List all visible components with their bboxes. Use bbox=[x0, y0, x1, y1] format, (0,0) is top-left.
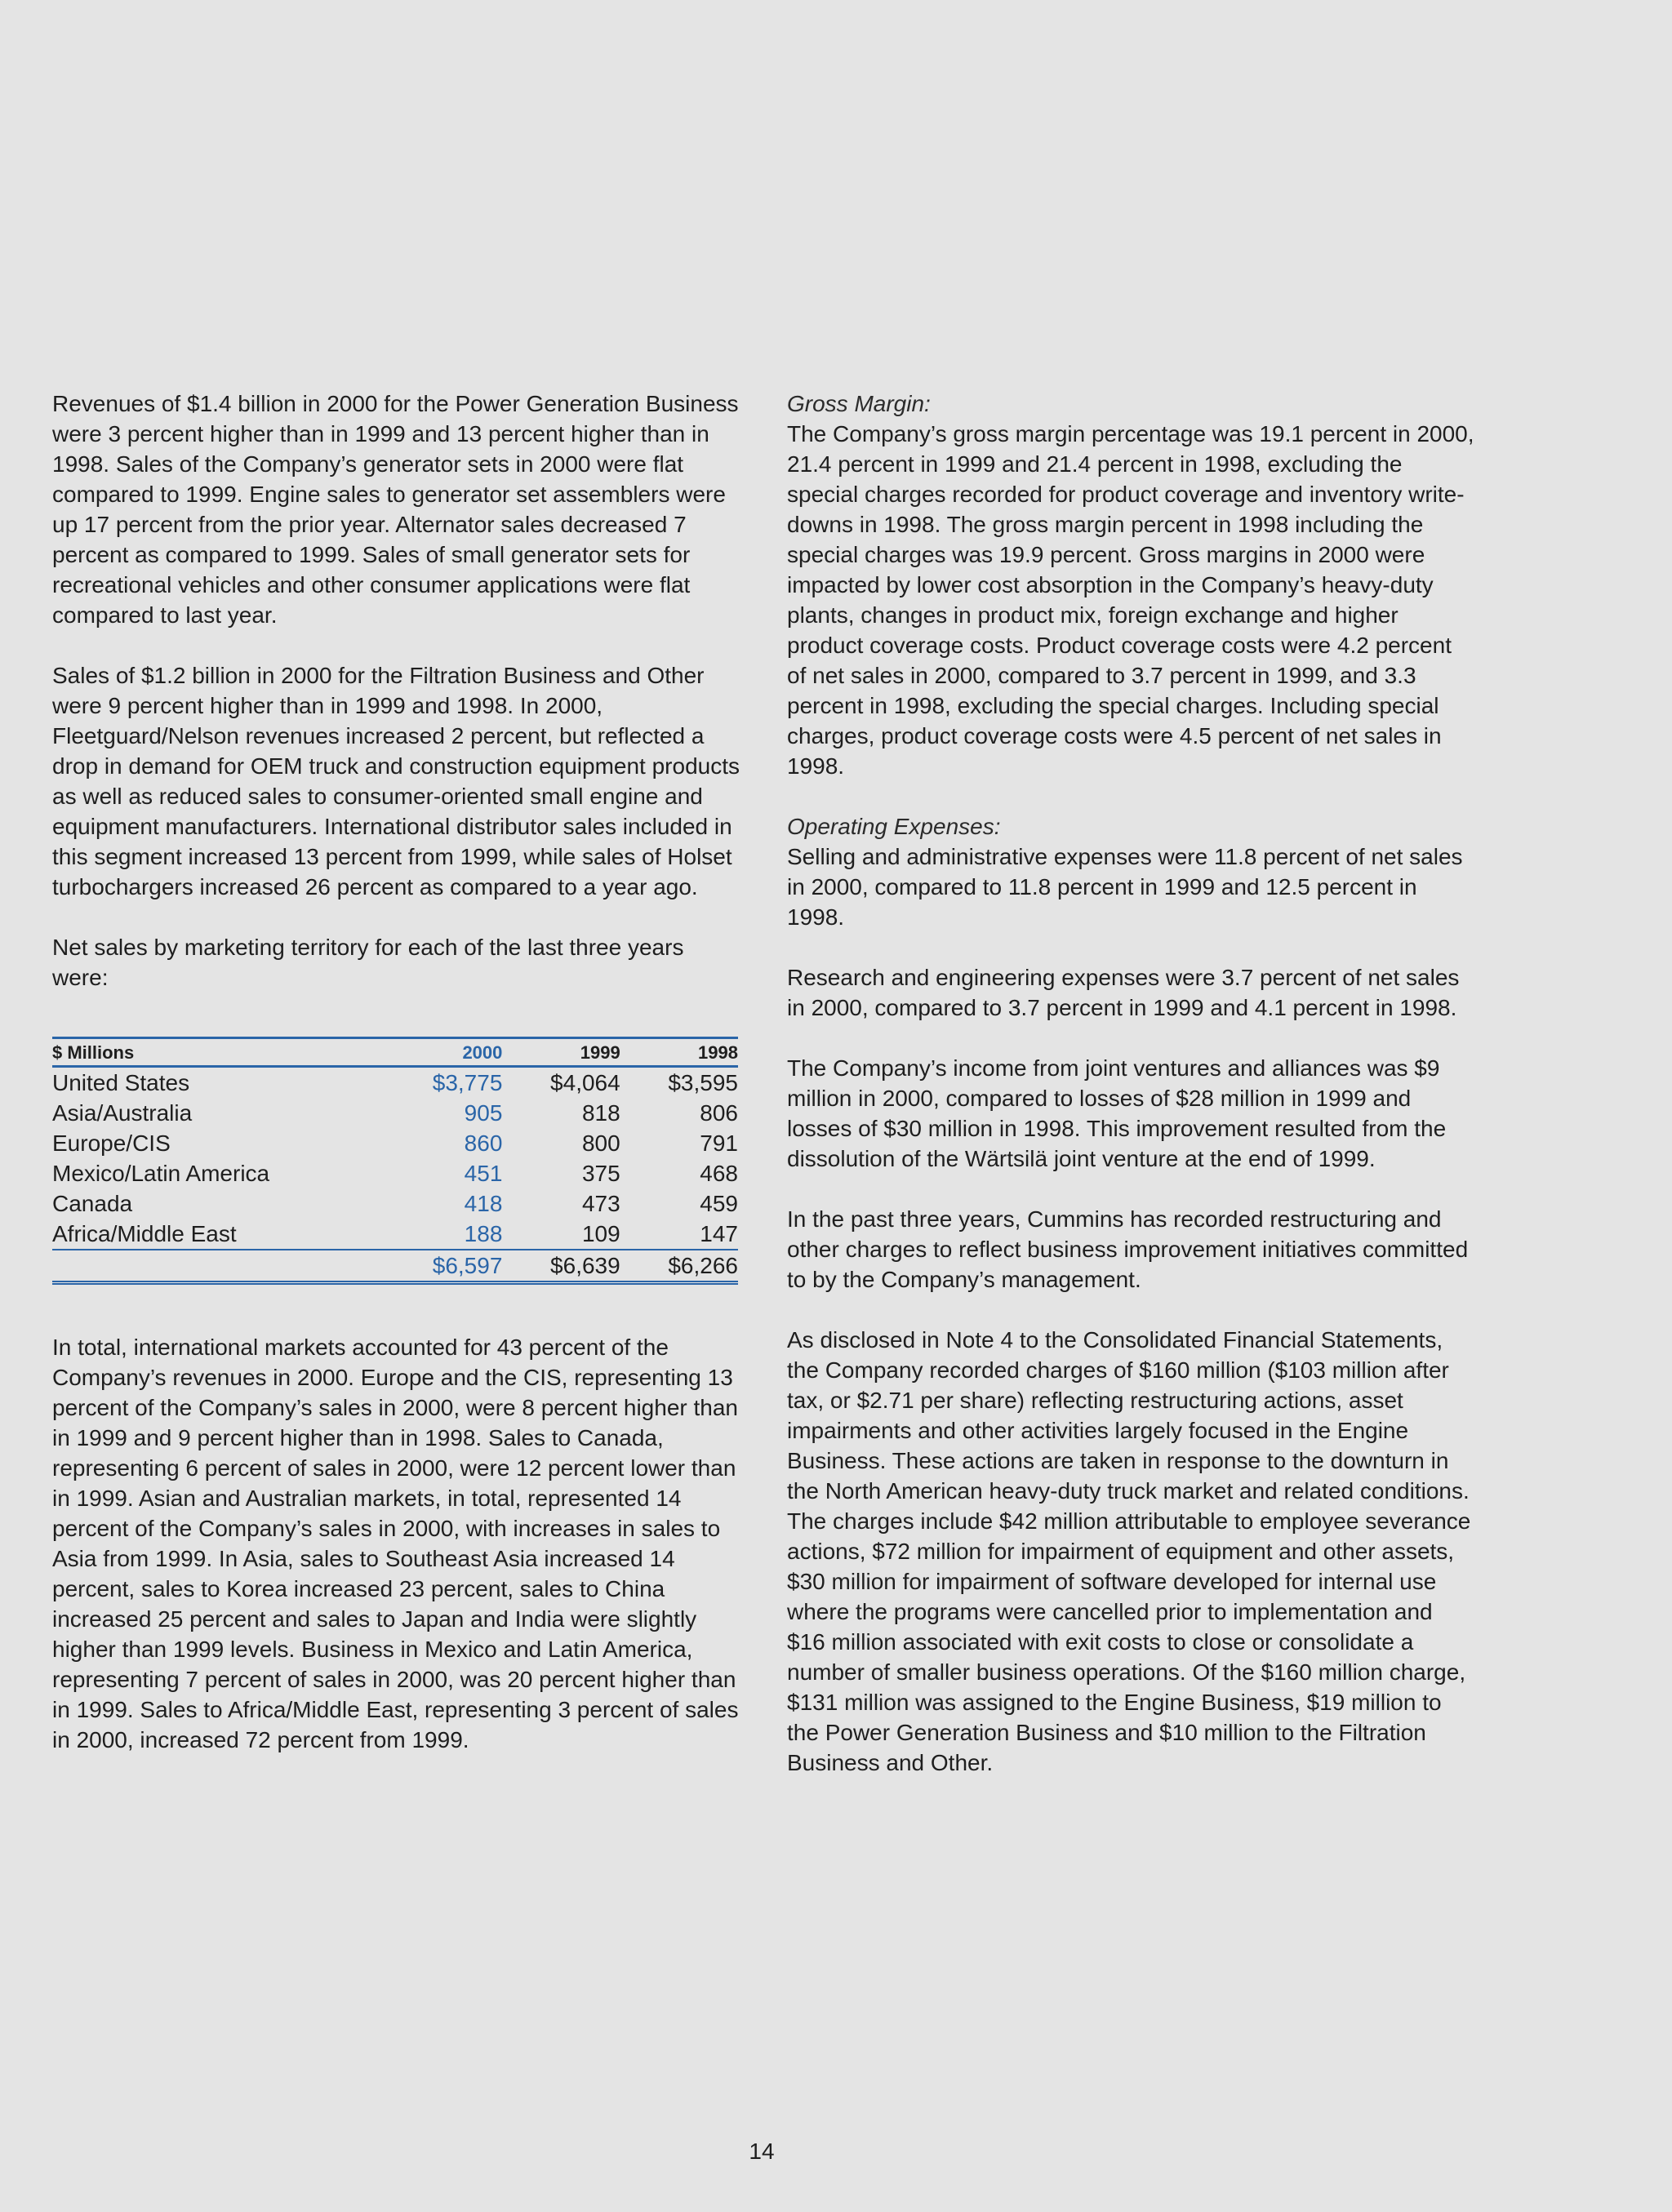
filtration-paragraph: Sales of $1.2 billion in 2000 for the Filtration Business and Other were 9 percent higher than in 1999 and 1998. In 2000, Fleetguard/Nelson revenues increased 2 percent, but reflected a drop in demand for OEM truck and construction equipment products as well as reduced sales to consumer-oriented small engine and equipment manufacturers. International distributor sales included in this segment increased 13 percent from 1999, while sales of Holset turbochargers increased 26 percent as compared to a year ago. bbox=[52, 663, 740, 899]
total-1999: $6,639 bbox=[502, 1250, 620, 1283]
selling-admin-paragraph: Selling and administrative expenses were 11.8 percent of net sales in 2000, compared to 11.8 percent in 1999 and 12.5 percent in 1998. bbox=[787, 844, 1463, 930]
territory-label: Asia/Australia bbox=[52, 1100, 193, 1126]
research-engineering-paragraph: Research and engineering expenses were 3.7 percent of net sales in 2000, compared to 3.7 percent in 1999 and 4.1 percent in 1998. bbox=[787, 965, 1460, 1020]
value-1998: $3,595 bbox=[668, 1070, 738, 1095]
value-2000: 418 bbox=[464, 1191, 503, 1216]
territory-label: United States bbox=[52, 1070, 190, 1095]
value-2000: 188 bbox=[348, 1219, 503, 1250]
value-1998: 459 bbox=[700, 1191, 738, 1216]
header-millions: $ Millions bbox=[52, 1038, 348, 1067]
page-number: 14 bbox=[749, 2139, 775, 2164]
value-2000: 860 bbox=[464, 1130, 503, 1156]
header-2000: 2000 bbox=[348, 1038, 503, 1067]
power-generation-paragraph: Revenues of $1.4 billion in 2000 for the Power Generation Business were 3 percent higher than in 1999 and 13 percent higher than in 1998. Sales of the Company’s generator sets in 2000 were flat compared to 1999. Engine sales to generator set assemblers were up 17 percent from the prior year. Alternator sales decreased 7 percent as compared to 1999. Sales of small generator sets for recreational vehicles and other consumer applications were flat compared to last year. bbox=[52, 391, 739, 628]
value-1999: $4,064 bbox=[550, 1070, 620, 1095]
table-row bbox=[52, 1158, 738, 1188]
joint-ventures-paragraph: The Company’s income from joint ventures and alliances was $9 million in 2000, compared to losses of $28 million in 1999 and losses of $30 million in 1998. This improvement resulted from the dissolution of the Wärtsilä joint venture at the end of 1999. bbox=[787, 1055, 1447, 1171]
value-1999: 109 bbox=[502, 1219, 620, 1250]
total-label bbox=[52, 1250, 348, 1283]
value-2000: 905 bbox=[464, 1100, 503, 1126]
value-1999: 818 bbox=[581, 1100, 620, 1126]
territory-label: Europe/CIS bbox=[52, 1130, 171, 1156]
gross-margin-heading: Gross Margin: bbox=[787, 391, 931, 416]
value-1999: 800 bbox=[581, 1130, 620, 1156]
header-1999: 1999 bbox=[502, 1038, 620, 1067]
value-1998: 791 bbox=[700, 1130, 738, 1156]
net-sales-by-territory-table bbox=[52, 1037, 738, 1285]
left-column bbox=[52, 389, 740, 1785]
table-total-row bbox=[52, 1250, 738, 1283]
value-1998: 468 bbox=[700, 1161, 738, 1186]
table-row bbox=[52, 1188, 738, 1219]
value-1999: 473 bbox=[581, 1191, 620, 1216]
table-header-row bbox=[52, 1038, 738, 1067]
table-row bbox=[52, 1098, 738, 1128]
gross-margin-paragraph: The Company’s gross margin percentage was 19.1 percent in 2000, 21.4 percent in 1999 and 21.4 percent in 1998, excluding the special charges recorded for product coverage and inventory write-downs in 1998. The gross margin percent in 1998 including the special charges was 19.9 percent. Gross margins in 2000 were impacted by lower cost absorption in the Company’s heavy-duty plants, changes in product mix, foreign exchange and higher product coverage costs. Product coverage costs were 4.2 percent of net sales in 2000, compared to 3.7 percent in 1999, and 3.3 percent in 1998, excluding the special charges. Including special charges, product coverage costs were 4.5 percent of net sales in 1998. bbox=[787, 421, 1474, 779]
total-1998: $6,266 bbox=[620, 1250, 738, 1283]
value-1998: 806 bbox=[700, 1100, 738, 1126]
table-row bbox=[52, 1219, 738, 1250]
right-column bbox=[787, 389, 1474, 1808]
total-2000: $6,597 bbox=[348, 1250, 503, 1283]
territory-intro-paragraph: Net sales by marketing territory for each of the last three years were: bbox=[52, 935, 684, 990]
international-markets-paragraph: In total, international markets accounted for 43 percent of the Company’s revenues in 2000. Europe and the CIS, representing 13 percent of the Company’s sales in 2000, were 8 percent higher than in 1999 and 9 percent higher than in 1998. Sales to Canada, representing 6 percent of sales in 2000, were 12 percent lower than in 1999. Asian and Australian markets, in total, represented 14 percent of the Company’s sales in 2000, with increases in sales to Asia from 1999. In Asia, sales to Southeast Asia increased 14 percent, sales to Korea increased 23 percent, sales to China increased 25 percent and sales to Japan and India were slightly higher than 1999 levels. Business in Mexico and Latin America, representing 7 percent of sales in 2000, was 20 percent higher than in 1999. Sales to Africa/Middle East, representing 3 percent of sales in 2000, increased 72 percent from 1999. bbox=[52, 1335, 739, 1752]
special-charges-paragraph: As disclosed in Note 4 to the Consolidated Financial Statements, the Company recorded charges of $160 million ($103 million after tax, or $2.71 per share) reflecting restructuring actions, asset impairments and other activities largely focused in the Engine Business. These actions are taken in response to the downturn in the North American heavy-duty truck market and related conditions. The charges include $42 million attributable to employee severance actions, $72 million for impairment of equipment and other assets, $30 million for impairment of software developed for internal use where the programs were cancelled prior to implementation and $16 million associated with exit costs to close or consolidate a number of smaller business operations. Of the $160 million charge, $131 million was assigned to the Engine Business, $19 million to the Power Generation Business and $10 million to the Filtration Business and Other. bbox=[787, 1327, 1471, 1775]
territory-label: Mexico/Latin America bbox=[52, 1161, 270, 1186]
territory-label: Africa/Middle East bbox=[52, 1219, 348, 1250]
territory-label: Canada bbox=[52, 1191, 133, 1216]
table-row bbox=[52, 1128, 738, 1158]
value-2000: $3,775 bbox=[432, 1070, 503, 1095]
header-1998: 1998 bbox=[620, 1038, 738, 1067]
value-1998: 147 bbox=[620, 1219, 738, 1250]
table-row bbox=[52, 1067, 738, 1099]
value-2000: 451 bbox=[464, 1161, 503, 1186]
value-1999: 375 bbox=[581, 1161, 620, 1186]
operating-expenses-heading: Operating Expenses: bbox=[787, 814, 1001, 839]
restructuring-paragraph: In the past three years, Cummins has recorded restructuring and other charges to reflect business improvement initiatives committed to by the Company’s management. bbox=[787, 1206, 1469, 1292]
